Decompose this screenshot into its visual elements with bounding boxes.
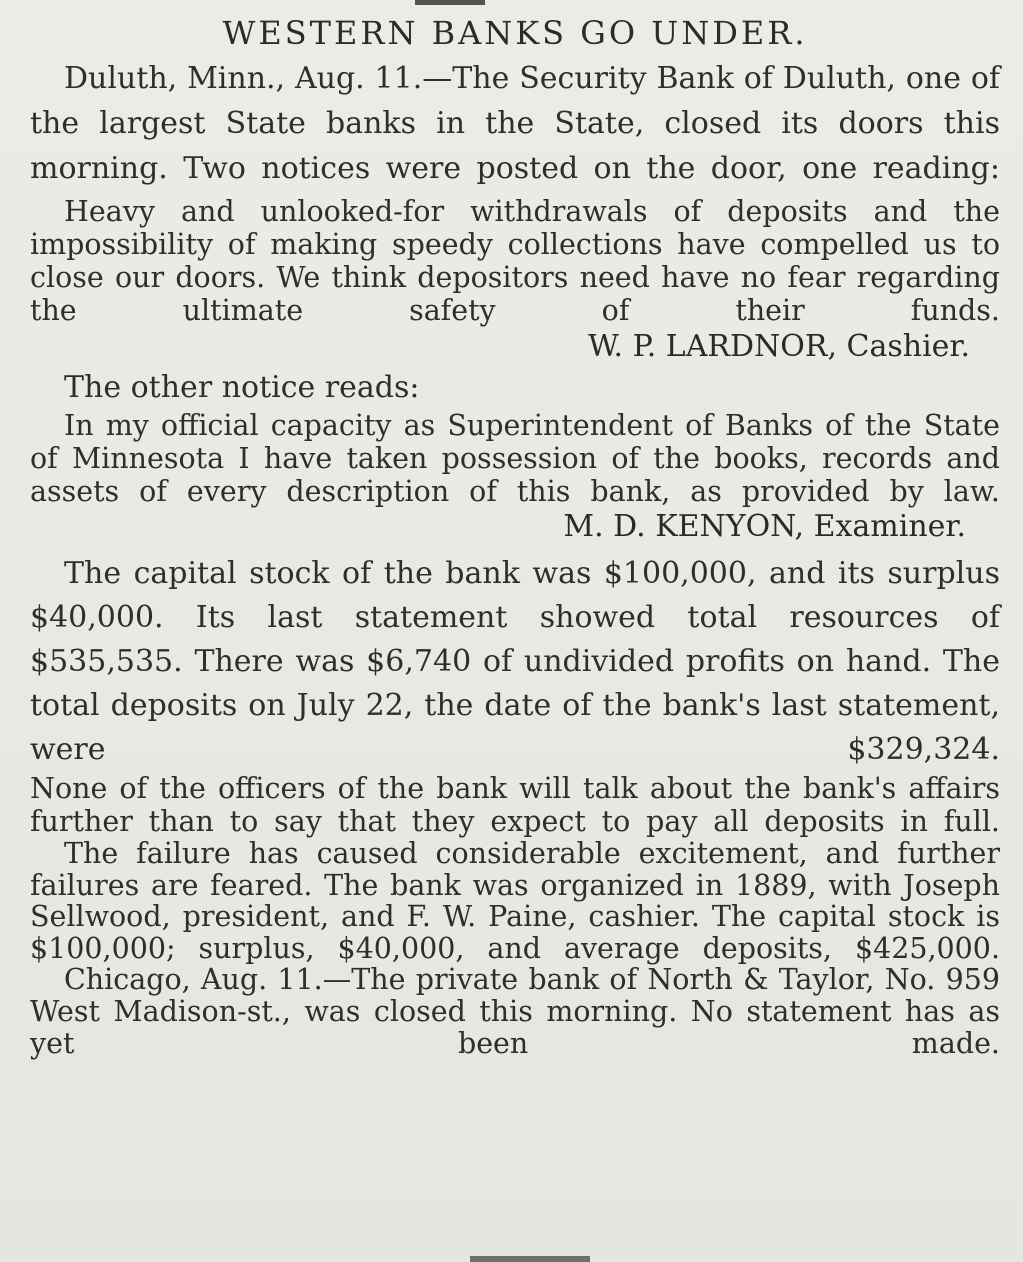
- second-notice-intro: The other notice reads:: [64, 370, 420, 405]
- bottom-column-rule: [470, 1256, 590, 1262]
- first-notice-signature: W. P. LARDNOR, Cashier.: [587, 329, 970, 364]
- second-notice-signature: M. D. KENYON, Examiner.: [563, 509, 966, 544]
- first-notice-text: Heavy and unlooked-for withdrawals of deposits and the impossibility of making speedy collections have compelled us to close our doors. We think depositors need have no fear regarding the ultimate safety of their funds.: [30, 195, 1000, 327]
- second-notice-text: In my official capacity as Superintendent of Banks of the State of Minnesota I have taken possession of the books, records and assets of every description of this bank, as provided by law.: [30, 409, 1000, 508]
- dateline-paragraph: Duluth, Minn., Aug. 11.—The Security Bank of Duluth, one of the largest State banks in the State, closed its doors this morning. Two notices were posted on the door, one reading:: [30, 61, 1000, 186]
- headline: WESTERN BANKS GO UNDER.: [222, 14, 808, 52]
- chicago-paragraph: Chicago, Aug. 11.—The private bank of North & Taylor, No. 959 West Madison-st., was closed this morning. No statement has as yet been made.: [30, 963, 1000, 1060]
- top-column-rule: [415, 0, 485, 5]
- bank-capital-paragraph: The capital stock of the bank was $100,000, and its surplus $40,000. Its last statement showed total resources of $535,535. There was $6,740 of undivided profits on hand. The total deposits on July 22, the date of the bank's last statement, were $329,324.: [30, 556, 1000, 767]
- officers-paragraph: None of the officers of the bank will talk about the bank's affairs further than to say that they expect to pay all deposits in full.: [30, 772, 1000, 838]
- article: [30, 14, 1000, 1060]
- failure-paragraph: The failure has caused considerable excitement, and further failures are feared. The bank was organized in 1889, with Joseph Sellwood, president, and F. W. Paine, cashier. The capital stock is $100,000; surplus, $40,000, and average deposits, $425,000.: [30, 837, 1000, 965]
